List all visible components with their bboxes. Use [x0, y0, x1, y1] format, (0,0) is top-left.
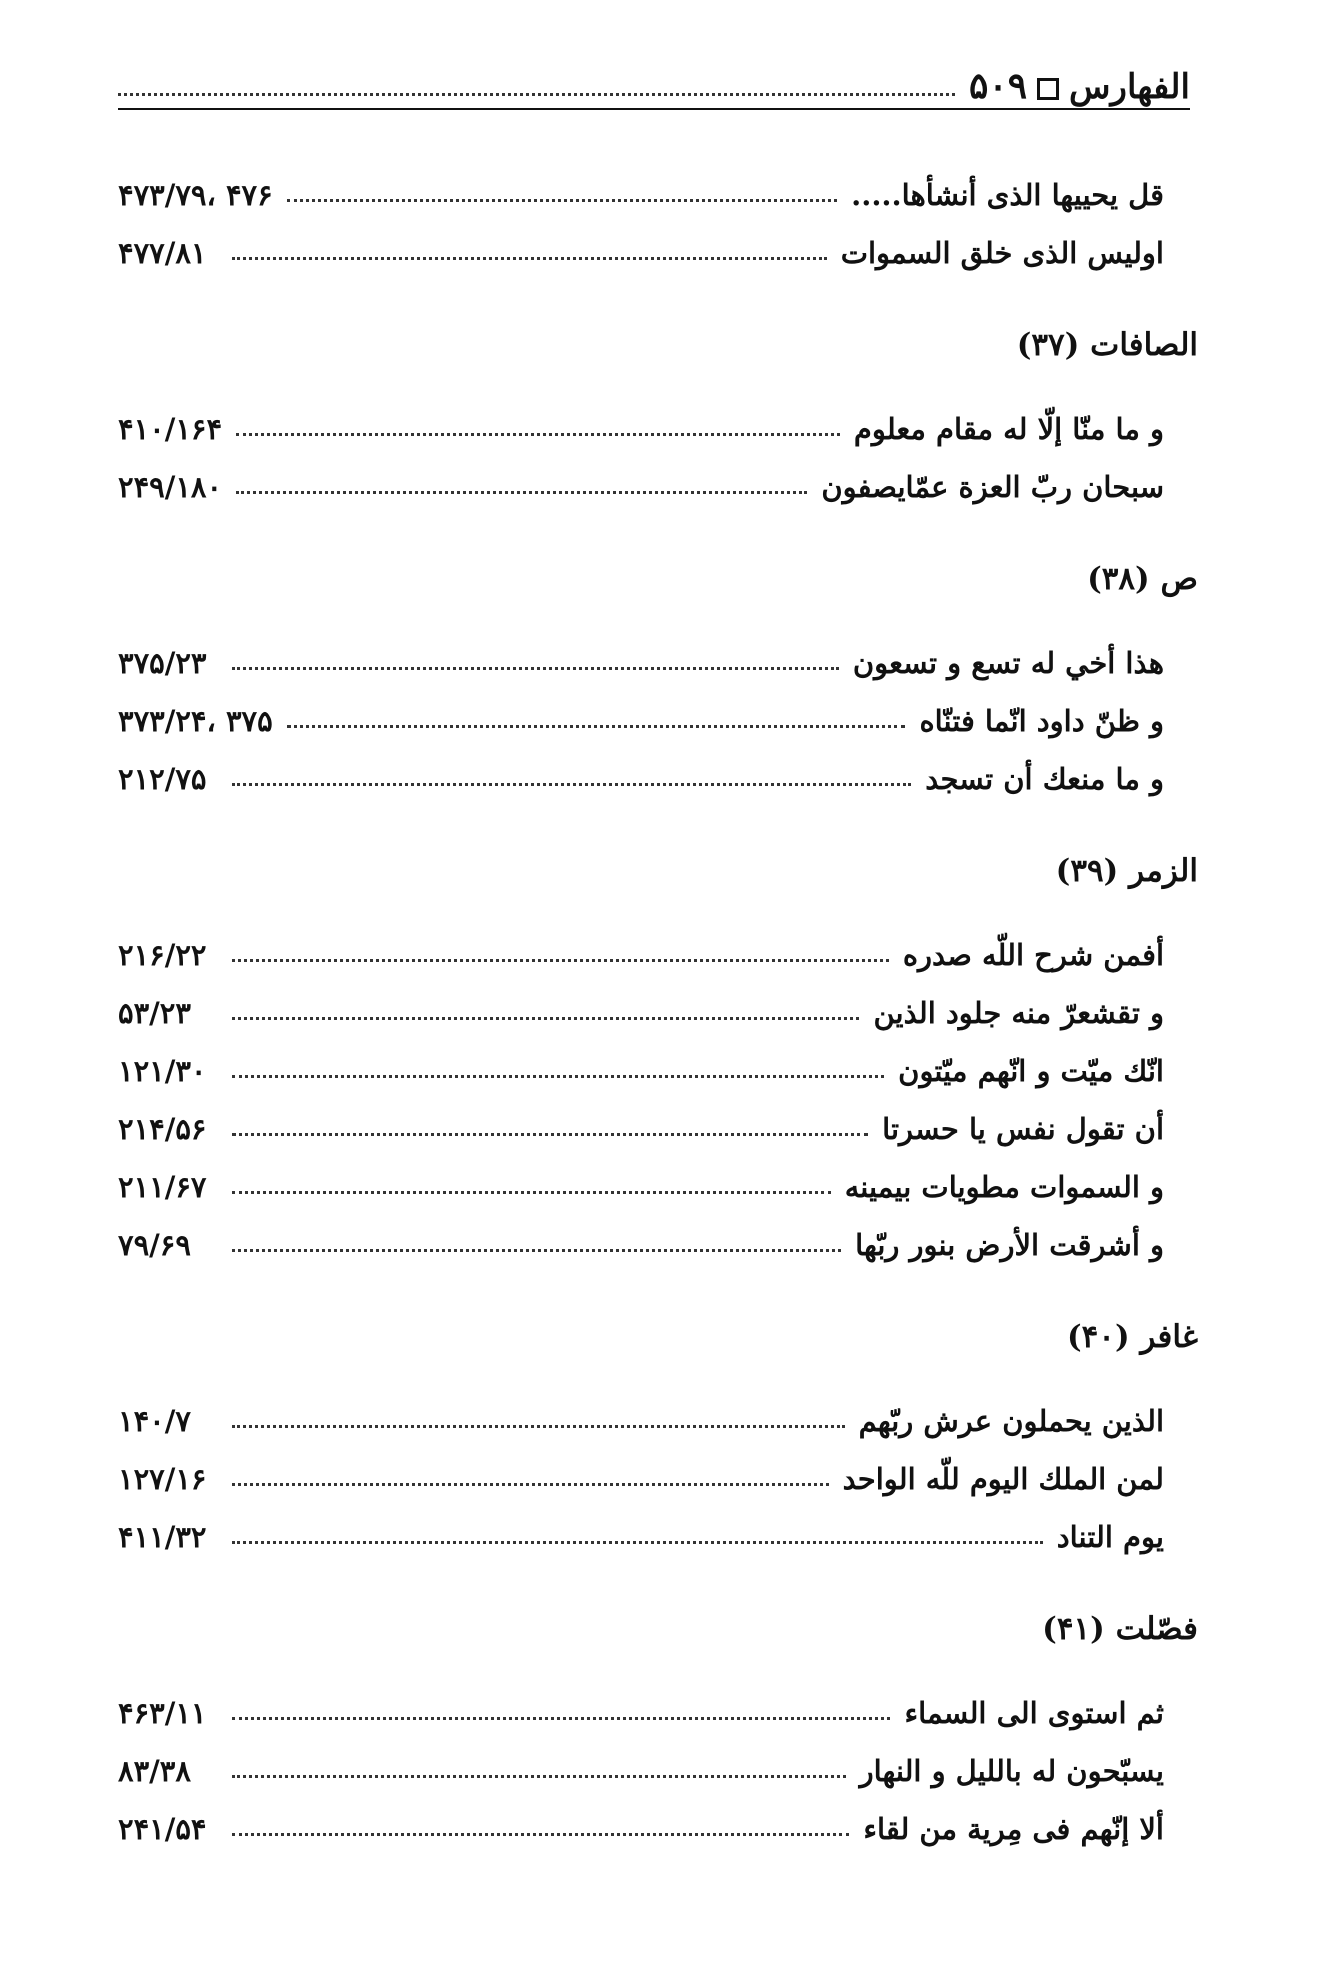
- verse-text: و ما منعك أن تسجد: [925, 762, 1164, 796]
- verse-reference: ۲۱۱/۶۷: [118, 1170, 207, 1204]
- index-content: [118, 152, 1198, 1906]
- index-entry: [118, 736, 1198, 794]
- verse-text: يسبّحون له بالليل و النهار: [859, 1754, 1164, 1788]
- verse-text: أن تقول نفس يا حسرتا: [882, 1112, 1164, 1146]
- index-entry: [118, 210, 1198, 268]
- header-dot-leader: [118, 93, 955, 96]
- dot-leader: [287, 725, 906, 728]
- index-entry: [118, 620, 1198, 678]
- verse-text: هذا أخي له تسع و تسعون: [852, 646, 1164, 680]
- verse-reference: ۳۷۵/۲۳: [118, 646, 207, 680]
- verse-text: انّك ميّت و انّهم ميّتون: [898, 1054, 1164, 1088]
- verse-reference: ۴۷۶ ،۴۷۳/۷۹: [118, 178, 273, 212]
- verse-text: و ظنّ داود انّما فتنّاه: [919, 704, 1164, 738]
- verse-text: ألا إنّهم فى مِرية من لقاء: [863, 1812, 1164, 1846]
- index-section: [118, 1319, 1198, 1554]
- index-entry: [118, 912, 1198, 970]
- verse-text: و السموات مطويات بيمينه: [844, 1170, 1164, 1204]
- index-entry: [118, 1436, 1198, 1494]
- verse-reference: ۲۱۲/۷۵: [118, 762, 207, 796]
- verse-text: الذين يحملون عرش ربّهم: [858, 1404, 1164, 1438]
- index-entry: [118, 444, 1198, 502]
- dot-leader: [232, 1133, 868, 1136]
- verse-reference: ۴۱۱/۳۲: [118, 1520, 207, 1554]
- running-header-title: الفهارس: [1069, 67, 1190, 107]
- surah-heading: الزمر (۳۹): [1055, 853, 1198, 889]
- index-entry: [118, 1378, 1198, 1436]
- dot-leader: [232, 1775, 846, 1778]
- verse-reference: ۲۱۶/۲۲: [118, 938, 207, 972]
- page-number: ۵۰۹: [969, 65, 1028, 107]
- index-section: [118, 853, 1198, 1262]
- verse-reference: ۴۷۷/۸۱: [118, 236, 207, 270]
- verse-text: أفمن شرح اللّه صدره: [902, 938, 1164, 972]
- dot-leader: [232, 1541, 1043, 1544]
- index-entry: [118, 1144, 1198, 1202]
- verse-text: و أشرقت الأرض بنور ربّها: [855, 1228, 1164, 1262]
- index-section: [118, 561, 1198, 796]
- dot-leader: [232, 667, 839, 670]
- verse-text: يوم التناد: [1056, 1520, 1164, 1554]
- surah-heading: ص (۳۸): [1087, 561, 1198, 597]
- index-entry: [118, 1494, 1198, 1552]
- dot-leader: [232, 1717, 890, 1720]
- surah-heading: غافر (۴۰): [1066, 1319, 1198, 1355]
- verse-text: ثم استوى الى السماء: [904, 1696, 1164, 1730]
- verse-reference: ۱۴۰/۷: [118, 1404, 191, 1438]
- dot-leader: [232, 1075, 884, 1078]
- header-rule: [118, 108, 1190, 110]
- index-entry: [118, 970, 1198, 1028]
- verse-reference: ۱۲۱/۳۰: [118, 1054, 207, 1088]
- verse-text: قل يحييها الذى أنشأها.....: [851, 178, 1164, 212]
- dot-leader: [236, 433, 840, 436]
- dot-leader: [232, 1483, 829, 1486]
- index-entry: [118, 1028, 1198, 1086]
- surah-heading: الصافات (۳۷): [1016, 327, 1198, 363]
- verse-reference: ۷۹/۶۹: [118, 1228, 191, 1262]
- dot-leader: [232, 783, 911, 786]
- index-section: [118, 327, 1198, 504]
- index-entry: [118, 1202, 1198, 1260]
- index-section: [118, 152, 1198, 268]
- dot-leader: [236, 491, 807, 494]
- verse-reference: ۵۳/۲۳: [118, 996, 191, 1030]
- verse-reference: ۲۴۹/۱۸۰: [118, 470, 223, 504]
- dot-leader: [232, 959, 889, 962]
- index-entry: [118, 152, 1198, 210]
- verse-reference: ۱۲۷/۱۶: [118, 1462, 207, 1496]
- dot-leader: [232, 257, 827, 260]
- verse-reference: ۸۳/۳۸: [118, 1754, 191, 1788]
- square-ornament-icon: [1037, 78, 1059, 100]
- index-section: [118, 1611, 1198, 1846]
- verse-text: اوليس الذى خلق السموات: [840, 236, 1164, 270]
- verse-reference: ۲۴۱/۵۴: [118, 1812, 207, 1846]
- dot-leader: [232, 1017, 859, 1020]
- dot-leader: [287, 199, 837, 202]
- verse-reference: ۲۱۴/۵۶: [118, 1112, 207, 1146]
- index-entry: [118, 386, 1198, 444]
- running-header: [118, 50, 1190, 107]
- index-entry: [118, 1086, 1198, 1144]
- index-entry: [118, 1728, 1198, 1786]
- index-entry: [118, 1670, 1198, 1728]
- verse-reference: ۴۶۳/۱۱: [118, 1696, 207, 1730]
- verse-reference: ۳۷۵ ،۳۷۳/۲۴: [118, 704, 273, 738]
- verse-text: و تقشعرّ منه جلود الذين: [873, 996, 1164, 1030]
- verse-reference: ۴۱۰/۱۶۴: [118, 412, 223, 446]
- index-entry: [118, 1786, 1198, 1844]
- verse-text: و ما منّا إلّا له مقام معلوم: [853, 412, 1164, 446]
- index-entry: [118, 678, 1198, 736]
- verse-text: سبحان ربّ العزة عمّايصفون: [821, 470, 1164, 504]
- surah-heading: فصّلت (۴۱): [1042, 1611, 1198, 1647]
- dot-leader: [232, 1833, 849, 1836]
- dot-leader: [232, 1191, 831, 1194]
- dot-leader: [232, 1249, 841, 1252]
- verse-text: لمن الملك اليوم للّه الواحد: [842, 1462, 1164, 1496]
- dot-leader: [232, 1425, 845, 1428]
